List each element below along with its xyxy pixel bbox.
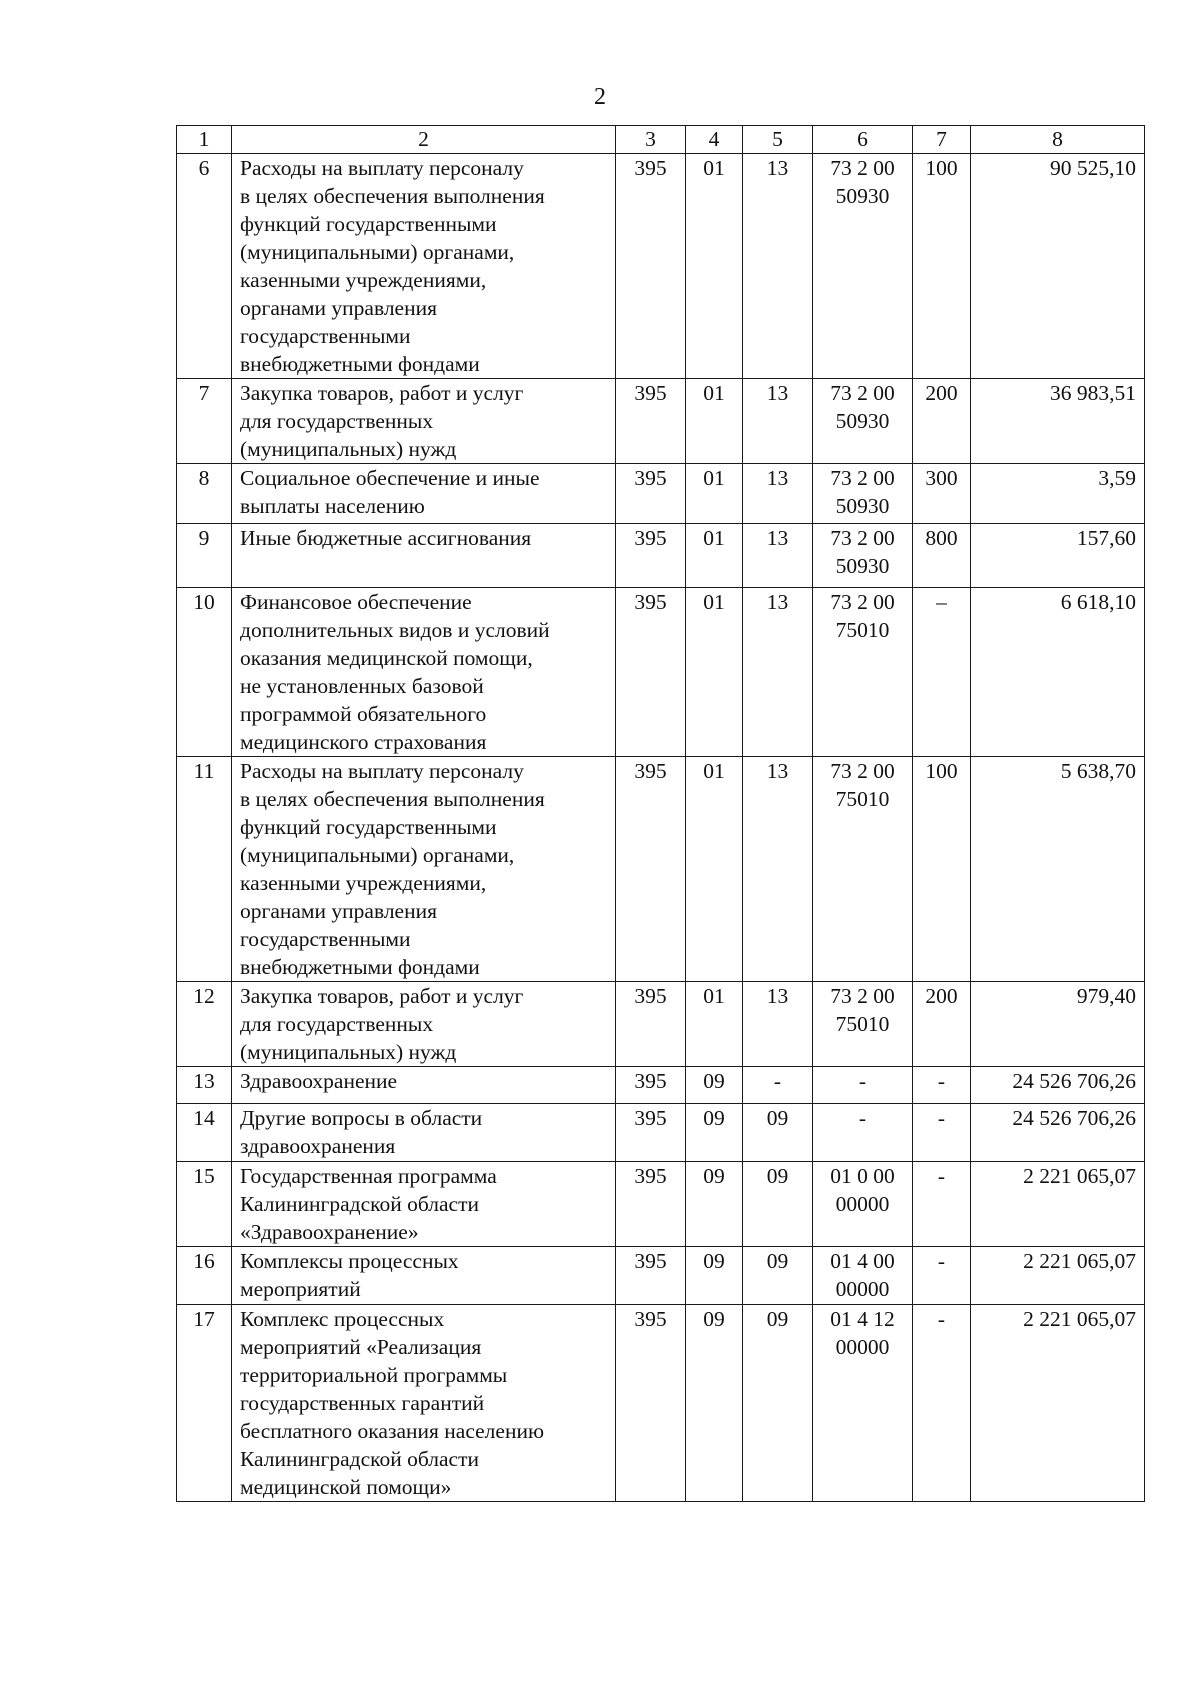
target-article-line: 01 4 12 — [830, 1307, 895, 1331]
description-line: дополнительных видов и условий — [240, 618, 550, 642]
target-article-line: 73 2 00 — [830, 381, 895, 405]
subsection-cell: 13 — [743, 588, 813, 757]
description-line: мероприятий — [240, 1277, 361, 1301]
table-row — [177, 1247, 1145, 1305]
table-row — [177, 1104, 1145, 1162]
target-article-line: 50930 — [835, 409, 890, 433]
description-line: для государственных — [240, 1012, 434, 1036]
description-line: Комплексы процессных — [240, 1249, 459, 1273]
subsection-cell: 13 — [743, 982, 813, 1067]
description-line: медицинского страхования — [240, 730, 487, 754]
description-cell — [232, 757, 616, 982]
description-line: (муниципальными) органами, — [240, 843, 515, 867]
description-line: Другие вопросы в области — [240, 1106, 483, 1130]
description-line: органами управления — [240, 296, 437, 320]
target-article-line: 73 2 00 — [830, 526, 895, 550]
description-line: казенными учреждениями, — [240, 871, 487, 895]
description-line: в целях обеспечения выполнения — [240, 184, 545, 208]
table-row — [177, 1067, 1145, 1104]
amount-cell: 3,59 — [971, 464, 1145, 524]
table-row — [177, 588, 1145, 757]
description-line: (муниципальными) органами, — [240, 240, 515, 264]
section-cell: 01 — [686, 588, 743, 757]
amount-cell: 24 526 706,26 — [971, 1104, 1145, 1162]
description-line: Калининградской области — [240, 1192, 479, 1216]
description-cell — [232, 154, 616, 379]
amount-cell: 5 638,70 — [971, 757, 1145, 982]
expense-type-cell: 300 — [913, 464, 971, 524]
section-cell: 09 — [686, 1247, 743, 1305]
description-line: Закупка товаров, работ и услуг — [240, 984, 524, 1008]
row-number-cell: 10 — [177, 588, 232, 757]
description-line: программой обязательного — [240, 702, 487, 726]
description-line: казенными учреждениями, — [240, 268, 487, 292]
description-line: Комплекс процессных — [240, 1307, 445, 1331]
description-cell — [232, 588, 616, 757]
description-line: функций государственными — [240, 815, 497, 839]
target-article-line: 73 2 00 — [830, 984, 895, 1008]
subsection-cell: - — [743, 1067, 813, 1104]
row-number-cell: 12 — [177, 982, 232, 1067]
description-cell — [232, 1067, 616, 1104]
expense-type-cell: – — [913, 588, 971, 757]
target-article-cell — [813, 1067, 913, 1104]
target-article-line: 00000 — [835, 1192, 890, 1216]
target-article-line: - — [858, 1106, 867, 1130]
row-number-cell: 14 — [177, 1104, 232, 1162]
target-article-line: 73 2 00 — [830, 466, 895, 490]
subsection-cell: 13 — [743, 757, 813, 982]
target-article-line: 50930 — [835, 494, 890, 518]
target-article-line: 50930 — [835, 184, 890, 208]
admin-code-cell: 395 — [616, 379, 686, 464]
header-cell: 8 — [971, 126, 1145, 154]
amount-cell: 90 525,10 — [971, 154, 1145, 379]
expense-type-cell: 800 — [913, 524, 971, 588]
target-article-cell — [813, 1162, 913, 1247]
header-cell: 1 — [177, 126, 232, 154]
page-number: 2 — [594, 84, 606, 110]
target-article-line: 01 4 00 — [830, 1249, 895, 1273]
amount-cell: 2 221 065,07 — [971, 1247, 1145, 1305]
description-cell — [232, 1247, 616, 1305]
section-cell: 01 — [686, 982, 743, 1067]
table-row — [177, 982, 1145, 1067]
row-number-cell: 6 — [177, 154, 232, 379]
description-line: в целях обеспечения выполнения — [240, 787, 545, 811]
admin-code-cell: 395 — [616, 757, 686, 982]
description-cell — [232, 1104, 616, 1162]
expense-type-cell: - — [913, 1162, 971, 1247]
header-cell: 3 — [616, 126, 686, 154]
admin-code-cell: 395 — [616, 524, 686, 588]
table-row — [177, 154, 1145, 379]
row-number-cell: 11 — [177, 757, 232, 982]
admin-code-cell: 395 — [616, 464, 686, 524]
description-line: выплаты населению — [240, 494, 425, 518]
section-cell: 09 — [686, 1305, 743, 1502]
row-number-cell: 16 — [177, 1247, 232, 1305]
description-line: Расходы на выплату персоналу — [240, 156, 524, 180]
description-line: государственных гарантий — [240, 1391, 485, 1415]
description-cell — [232, 464, 616, 524]
table-row — [177, 464, 1145, 524]
amount-cell: 6 618,10 — [971, 588, 1145, 757]
target-article-cell — [813, 524, 913, 588]
admin-code-cell: 395 — [616, 1305, 686, 1502]
subsection-cell: 09 — [743, 1305, 813, 1502]
target-article-line: 00000 — [835, 1335, 890, 1359]
description-cell — [232, 982, 616, 1067]
table-row — [177, 757, 1145, 982]
table-row — [177, 1162, 1145, 1247]
description-line: внебюджетными фондами — [240, 352, 480, 376]
description-line: оказания медицинской помощи, — [240, 646, 533, 670]
description-line: органами управления — [240, 899, 437, 923]
target-article-line: 75010 — [835, 787, 890, 811]
target-article-cell — [813, 1305, 913, 1502]
header-cell: 5 — [743, 126, 813, 154]
budget-table — [176, 125, 1145, 1502]
target-article-line: 00000 — [835, 1277, 890, 1301]
admin-code-cell: 395 — [616, 982, 686, 1067]
description-line: здравоохранения — [240, 1134, 396, 1158]
target-article-cell — [813, 154, 913, 379]
section-cell: 01 — [686, 464, 743, 524]
table-body — [177, 126, 1145, 1502]
target-article-cell — [813, 1247, 913, 1305]
expense-type-cell: - — [913, 1067, 971, 1104]
expense-type-cell: - — [913, 1104, 971, 1162]
section-cell: 01 — [686, 757, 743, 982]
section-cell: 09 — [686, 1162, 743, 1247]
target-article-cell — [813, 1104, 913, 1162]
header-cell: 2 — [232, 126, 616, 154]
description-line: функций государственными — [240, 212, 497, 236]
target-article-line: 50930 — [835, 554, 890, 578]
description-line: мероприятий «Реализация — [240, 1335, 482, 1359]
amount-cell: 2 221 065,07 — [971, 1305, 1145, 1502]
admin-code-cell: 395 — [616, 1104, 686, 1162]
table-row — [177, 379, 1145, 464]
description-line: Здравоохранение — [240, 1069, 398, 1093]
description-line: Калининградской области — [240, 1447, 479, 1471]
section-cell: 01 — [686, 154, 743, 379]
row-number-cell: 17 — [177, 1305, 232, 1502]
target-article-line: 73 2 00 — [830, 590, 895, 614]
row-number-cell: 8 — [177, 464, 232, 524]
description-line: Закупка товаров, работ и услуг — [240, 381, 524, 405]
section-cell: 01 — [686, 379, 743, 464]
header-row — [177, 126, 1145, 154]
header-cell: 6 — [813, 126, 913, 154]
description-line: государственными — [240, 324, 411, 348]
target-article-line: 75010 — [835, 1012, 890, 1036]
target-article-line: 73 2 00 — [830, 759, 895, 783]
subsection-cell: 13 — [743, 524, 813, 588]
section-cell: 01 — [686, 524, 743, 588]
description-line: «Здравоохранение» — [240, 1220, 419, 1244]
admin-code-cell: 395 — [616, 588, 686, 757]
amount-cell: 24 526 706,26 — [971, 1067, 1145, 1104]
target-article-line: 73 2 00 — [830, 156, 895, 180]
subsection-cell: 13 — [743, 464, 813, 524]
target-article-cell — [813, 379, 913, 464]
description-line: Финансовое обеспечение — [240, 590, 472, 614]
description-line: территориальной программы — [240, 1363, 508, 1387]
description-line: Социальное обеспечение и иные — [240, 466, 540, 490]
description-line: не установленных базовой — [240, 674, 484, 698]
target-article-line: 75010 — [835, 618, 890, 642]
admin-code-cell: 395 — [616, 1247, 686, 1305]
row-number-cell: 7 — [177, 379, 232, 464]
target-article-line: - — [858, 1069, 867, 1093]
description-line: бесплатного оказания населению — [240, 1419, 545, 1443]
description-line: внебюджетными фондами — [240, 955, 480, 979]
target-article-cell — [813, 588, 913, 757]
target-article-line: 01 0 00 — [830, 1164, 895, 1188]
description-line: (муниципальных) нужд — [240, 437, 457, 461]
subsection-cell: 09 — [743, 1247, 813, 1305]
admin-code-cell: 395 — [616, 154, 686, 379]
description-line: медицинской помощи» — [240, 1475, 452, 1499]
section-cell: 09 — [686, 1067, 743, 1104]
target-article-cell — [813, 982, 913, 1067]
section-cell: 09 — [686, 1104, 743, 1162]
description-line: Иные бюджетные ассигнования — [240, 526, 532, 550]
description-line: (муниципальных) нужд — [240, 1040, 457, 1064]
expense-type-cell: 100 — [913, 154, 971, 379]
header-cell: 7 — [913, 126, 971, 154]
expense-type-cell: 100 — [913, 757, 971, 982]
admin-code-cell: 395 — [616, 1067, 686, 1104]
subsection-cell: 09 — [743, 1104, 813, 1162]
target-article-cell — [813, 757, 913, 982]
subsection-cell: 13 — [743, 154, 813, 379]
description-cell — [232, 379, 616, 464]
description-line: для государственных — [240, 409, 434, 433]
admin-code-cell: 395 — [616, 1162, 686, 1247]
row-number-cell: 9 — [177, 524, 232, 588]
description-line: Государственная программа — [240, 1164, 497, 1188]
expense-type-cell: 200 — [913, 379, 971, 464]
description-line: Расходы на выплату персоналу — [240, 759, 524, 783]
table-row — [177, 524, 1145, 588]
expense-type-cell: - — [913, 1305, 971, 1502]
amount-cell: 979,40 — [971, 982, 1145, 1067]
header-cell: 4 — [686, 126, 743, 154]
description-cell — [232, 1162, 616, 1247]
table-row — [177, 1305, 1145, 1502]
description-cell — [232, 524, 616, 588]
subsection-cell: 13 — [743, 379, 813, 464]
amount-cell: 2 221 065,07 — [971, 1162, 1145, 1247]
subsection-cell: 09 — [743, 1162, 813, 1247]
expense-type-cell: 200 — [913, 982, 971, 1067]
amount-cell: 157,60 — [971, 524, 1145, 588]
description-line: государственными — [240, 927, 411, 951]
target-article-cell — [813, 464, 913, 524]
row-number-cell: 15 — [177, 1162, 232, 1247]
description-cell — [232, 1305, 616, 1502]
expense-type-cell: - — [913, 1247, 971, 1305]
row-number-cell: 13 — [177, 1067, 232, 1104]
amount-cell: 36 983,51 — [971, 379, 1145, 464]
